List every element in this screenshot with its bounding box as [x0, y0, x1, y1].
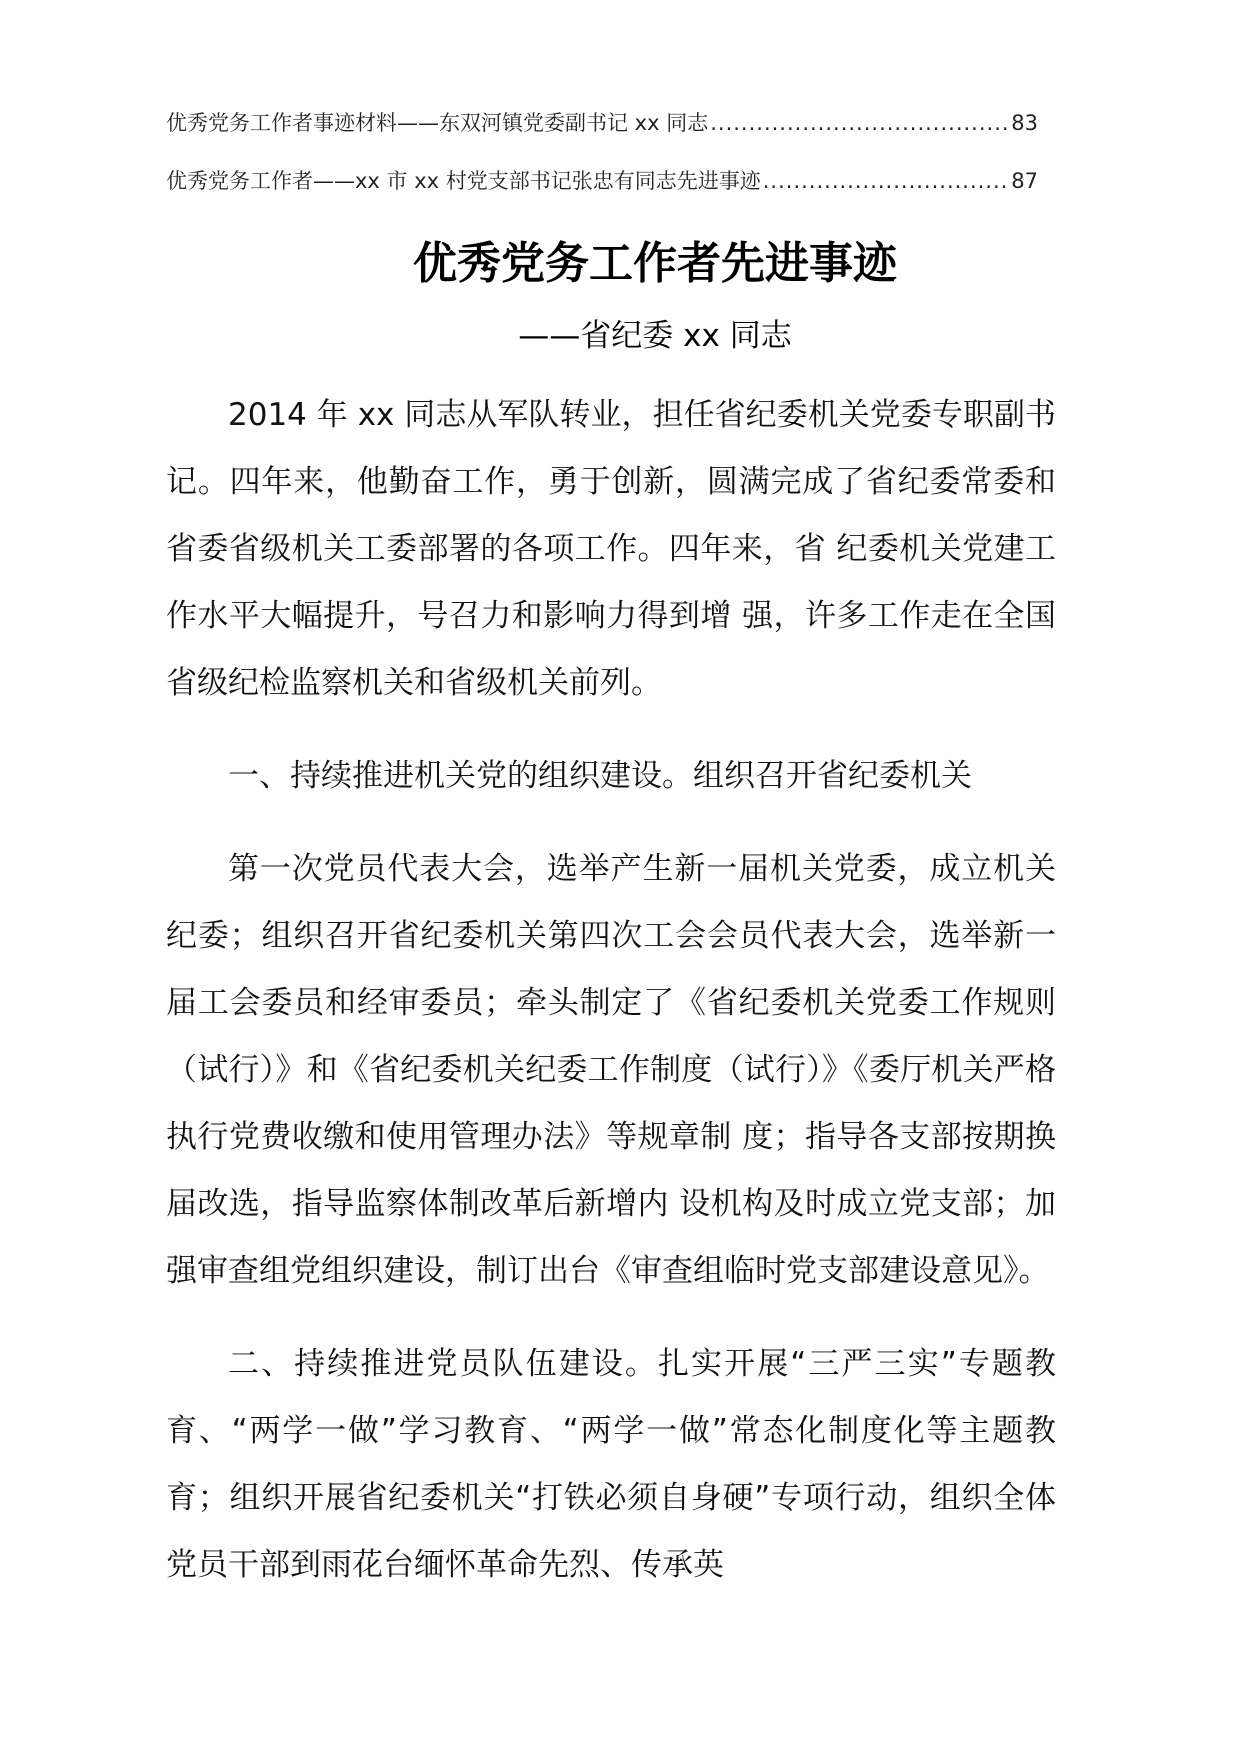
toc-entry[interactable] [166, 94, 1038, 152]
toc-entry[interactable] [166, 152, 1038, 210]
toc-entry-page: 87 [1011, 169, 1038, 193]
document-subtitle: ——省纪委 xx 同志 [518, 318, 792, 354]
toc-entry-title: 优秀党务工作者事迹材料——东双河镇党委副书记 xx 同志 [166, 111, 709, 135]
body-paragraph: 2014 年 xx 同志从军队转业，担任省纪委机关党委专职副书记。四年来，他勤奋工作，勇于创新，圆满完成了省纪委常委和省委省级机关工委部署的各项工作。四年来，省 纪委机关党建工作水平大幅提升，号召力和影响力得到增 强，许多工作走在全国省级纪检监察机关和省级机关前列。 [166, 397, 1056, 701]
document-title: 优秀党务工作者先进事迹 [413, 238, 897, 289]
document-body [166, 382, 1056, 1599]
body-paragraph: 一、持续推进机关党的组织建设。组织召开省纪委机关 [228, 758, 972, 794]
toc-leader-dots [763, 152, 1010, 210]
table-of-contents [166, 94, 1038, 210]
body-paragraph: 第一次党员代表大会，选举产生新一届机关党委，成立机关纪委；组织召开省纪委机关第四次工会会员代表大会，选举新一届工会委员和经审委员；牵头制定了《省纪委机关党委工作规则（试行）》和《省纪委机关纪委工作制度（试行）》《委厅机关严格执行党费收缴和使用管理办法》等规章制 度；指导各支部按期换届改选，指导监察体制改革后新增内 设机构及时成立党支部；加强审查组党组织建设，制订出台《审查组临时党支部建设意见》。 [166, 851, 1056, 1289]
body-paragraph: 二、持续推进党员队伍建设。扎实开展“三严三实”专题教育、“两学一做”学习教育、“两学一做”常态化制度化等主题教育；组织开展省纪委机关“打铁必须自身硬”专项行动，组织全体党员干部到雨花台缅怀革命先烈、传承英 [166, 1346, 1056, 1583]
toc-leader-dots [710, 94, 1009, 152]
toc-entry-page: 83 [1011, 111, 1038, 135]
toc-entry-title: 优秀党务工作者——xx 市 xx 村党支部书记张忠有同志先进事迹 [166, 169, 761, 193]
